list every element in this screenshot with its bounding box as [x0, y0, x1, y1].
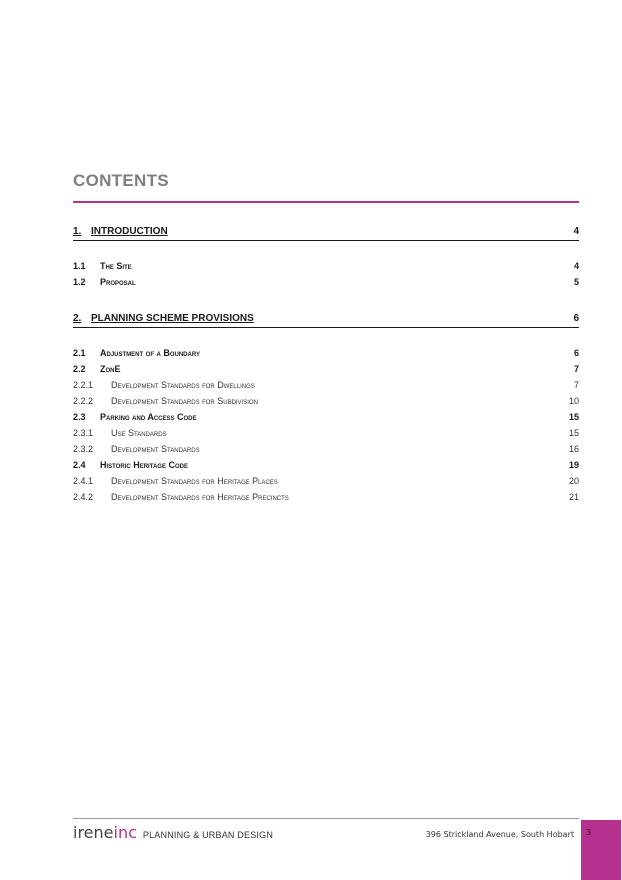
- brand-logo-part2: inc: [113, 823, 137, 842]
- toc-entry-2-3-2[interactable]: [73, 441, 579, 457]
- toc-label: Historic Heritage Code: [100, 460, 188, 470]
- toc-label: Proposal: [100, 277, 136, 287]
- toc-page: 6: [573, 313, 579, 324]
- toc-entry-2-4-2[interactable]: [73, 489, 579, 505]
- toc-number: 2.4.2: [73, 492, 94, 502]
- toc-entry-2-3[interactable]: [73, 409, 579, 425]
- toc-label: Development Standards for Heritage Precincts: [111, 492, 289, 502]
- toc-page: 21: [568, 492, 579, 502]
- toc-page: 15: [568, 428, 579, 438]
- toc-number: 1.2: [73, 277, 86, 287]
- toc-entry-2-1[interactable]: [73, 345, 579, 361]
- toc-number: 1.: [73, 226, 82, 237]
- toc-label: INTRODUCTION: [91, 226, 168, 237]
- toc-page: 6: [573, 348, 579, 358]
- toc-entry-2-2[interactable]: [73, 361, 579, 377]
- toc-page: 7: [573, 380, 579, 390]
- footer-address: 396 Strickland Avenue, South Hobart: [425, 830, 574, 839]
- toc-entry-1-2[interactable]: [73, 274, 579, 290]
- toc-page: 10: [568, 396, 579, 406]
- toc-label: The Site: [100, 261, 132, 271]
- toc-number: 2.4: [73, 460, 86, 470]
- toc-number: 2.2.1: [73, 380, 94, 390]
- toc-entry-2-2-2[interactable]: [73, 393, 579, 409]
- toc-entry-2-4[interactable]: [73, 457, 579, 473]
- toc-entry-1[interactable]: [73, 223, 579, 241]
- toc-page: 19: [568, 460, 579, 470]
- toc-number: 2.2: [73, 364, 86, 374]
- toc-page: 4: [573, 261, 579, 271]
- toc-label: Development Standards for Subdivision: [111, 396, 258, 406]
- title-divider: [73, 201, 579, 203]
- toc-entry-2-3-1[interactable]: [73, 425, 579, 441]
- toc-entry-2-4-1[interactable]: [73, 473, 579, 489]
- toc-page: 7: [573, 364, 579, 374]
- toc-number: 2.3: [73, 412, 86, 422]
- toc-label: Development Standards for Heritage Places: [111, 476, 278, 486]
- toc-entry-2[interactable]: [73, 310, 579, 328]
- toc-number: 2.4.1: [73, 476, 94, 486]
- toc-page: 20: [568, 476, 579, 486]
- toc-label: PLANNING SCHEME PROVISIONS: [91, 313, 254, 324]
- toc-label: ZonE: [100, 364, 121, 374]
- footer-brand: [73, 823, 273, 842]
- toc-number: 2.1: [73, 348, 86, 358]
- toc-label: Parking and Access Code: [100, 412, 197, 422]
- toc-page: 16: [568, 444, 579, 454]
- toc-number: 1.1: [73, 261, 86, 271]
- brand-tagline: PLANNING & URBAN DESIGN: [142, 830, 274, 840]
- toc-number: 2.3.2: [73, 444, 94, 454]
- page-title: CONTENTS: [73, 171, 169, 190]
- toc-label: Adjustment of a Boundary: [100, 348, 200, 358]
- table-of-contents: [73, 223, 579, 505]
- toc-number: 2.2.2: [73, 396, 94, 406]
- toc-label: Development Standards: [111, 444, 200, 454]
- toc-page: 15: [568, 412, 579, 422]
- toc-page: 5: [573, 277, 579, 287]
- page-number: 3: [586, 828, 592, 837]
- toc-page: 4: [573, 226, 579, 237]
- toc-label: Development Standards for Dwellings: [111, 380, 255, 390]
- toc-entry-1-1[interactable]: [73, 258, 579, 274]
- brand-logo-part1: irene: [73, 823, 114, 842]
- toc-label: Use Standards: [111, 428, 167, 438]
- toc-number: 2.: [73, 313, 82, 324]
- footer-divider: [73, 818, 579, 819]
- toc-number: 2.3.1: [73, 428, 94, 438]
- toc-entry-2-2-1[interactable]: [73, 377, 579, 393]
